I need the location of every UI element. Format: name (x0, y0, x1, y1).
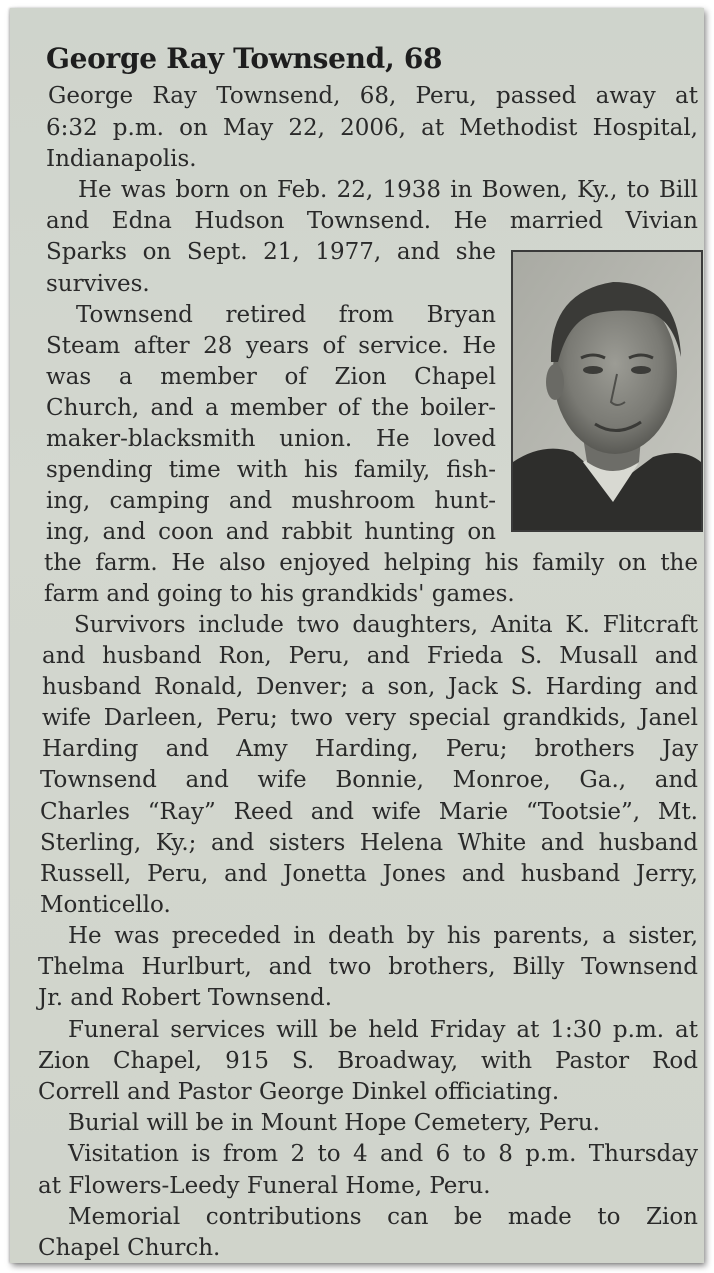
article-line: Indianapolis. (46, 146, 197, 172)
article-line: Church, and a member of the boiler- (46, 395, 496, 421)
portrait-photo-icon (513, 252, 701, 530)
article-line: Burial will be in Mount Hope Cemetery, Peru. (68, 1110, 600, 1136)
article-line: He was born on Feb. 22, 1938 in Bowen, Ky., to Bill (78, 177, 698, 203)
article-line: at Flowers-Leedy Funeral Home, Peru. (38, 1173, 491, 1199)
article-line: Survivors include two daughters, Anita K. Flitcraft (74, 612, 698, 638)
article-line: Townsend retired from Bryan (76, 302, 496, 328)
article-line: the farm. He also enjoyed helping his family on the (44, 550, 698, 576)
article-line: husband Ronald, Denver; a son, Jack S. Harding and (42, 674, 698, 700)
newspaper-clipping (10, 8, 704, 1263)
article-line: ing, camping and mushroom hunt- (46, 488, 496, 514)
article-line: and husband Ron, Peru, and Frieda S. Musall and (42, 643, 698, 669)
article-line: Chapel Church. (38, 1235, 221, 1261)
article-line: Zion Chapel, 915 S. Broadway, with Pastor Rod (38, 1048, 698, 1074)
article-line: was a member of Zion Chapel (46, 364, 496, 390)
article-line: and Edna Hudson Townsend. He married Vivian (46, 208, 698, 234)
obituary-headline: George Ray Townsend, 68 (46, 42, 443, 75)
article-line: Russell, Peru, and Jonetta Jones and husband Jerry, (40, 861, 698, 887)
article-line: 6:32 p.m. on May 22, 2006, at Methodist Hospital, (46, 115, 698, 141)
article-line: wife Darleen, Peru; two very special grandkids, Janel (42, 705, 698, 731)
article-line: Correll and Pastor George Dinkel officiating. (38, 1079, 560, 1105)
article-line: Townsend and wife Bonnie, Monroe, Ga., and (40, 767, 698, 793)
obituary-article (20, 22, 704, 1263)
article-line: Funeral services will be held Friday at 1:30 p.m. at (68, 1017, 698, 1043)
article-line: Visitation is from 2 to 4 and 6 to 8 p.m. Thursday (68, 1141, 698, 1167)
article-line: spending time with his family, fish- (46, 457, 496, 483)
article-line: Sparks on Sept. 21, 1977, and she (46, 239, 496, 265)
article-line: Sterling, Ky.; and sisters Helena White and husband (40, 830, 698, 856)
article-line: Thelma Hurlburt, and two brothers, Billy Townsend (38, 954, 698, 980)
article-line: Harding and Amy Harding, Peru; brothers Jay (42, 736, 698, 762)
portrait-photo (511, 250, 703, 532)
article-line: ing, and coon and rabbit hunting on (46, 519, 496, 545)
article-line: Monticello. (40, 892, 171, 918)
article-line: Memorial contributions can be made to Zion (68, 1204, 698, 1230)
article-line: farm and going to his grandkids' games. (44, 581, 515, 607)
article-line: He was preceded in death by his parents, a sister, (68, 923, 698, 949)
article-line: George Ray Townsend, 68, Peru, passed away at (48, 83, 698, 109)
article-line: maker-blacksmith union. He loved (46, 426, 496, 452)
article-line: Charles “Ray” Reed and wife Marie “Tootsie”, Mt. (40, 799, 698, 825)
article-line: Jr. and Robert Townsend. (38, 985, 333, 1011)
article-line: Steam after 28 years of service. He (46, 333, 496, 359)
article-line: survives. (46, 271, 150, 297)
